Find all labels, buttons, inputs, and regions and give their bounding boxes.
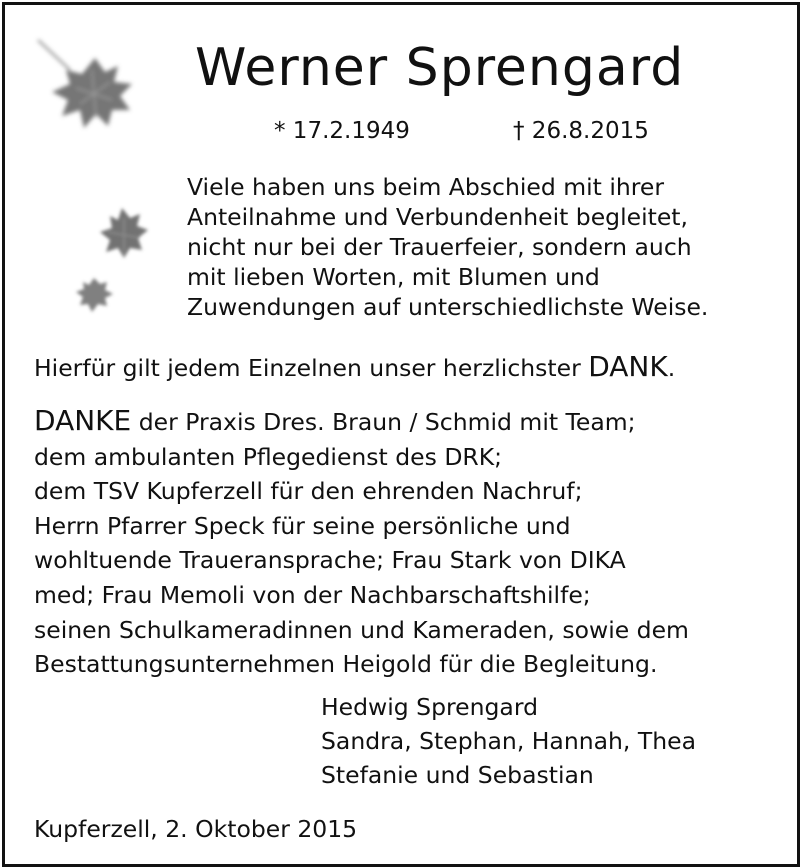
place-and-date: Kupferzell, 2. Oktober 2015: [34, 815, 358, 843]
body-line: [34, 404, 784, 440]
thanks-sentence: [34, 350, 675, 383]
death-date: † 26.8.2015: [513, 118, 649, 144]
intro-line: Viele haben uns beim Abschied mit ihrer: [187, 173, 665, 201]
signer-line: Hedwig Sprengard: [321, 693, 538, 721]
body-line: seinen Schulkameradinnen und Kameraden, sowie dem: [34, 615, 689, 644]
body-line: dem ambulanten Pflegedienst des DRK;: [34, 442, 503, 471]
body-line: med; Frau Memoli von der Nachbarschaftshilfe;: [34, 580, 591, 609]
intro-line: Zuwendungen auf unterschiedlichste Weise.: [187, 293, 709, 321]
body-line: wohltuende Traueransprache; Frau Stark von DIKA: [34, 546, 626, 575]
intro-line: mit lieben Worten, mit Blumen und: [187, 263, 600, 291]
signer-line: Sandra, Stephan, Hannah, Thea: [321, 727, 696, 755]
birth-date: * 17.2.1949: [274, 118, 410, 144]
danke-word: DANKE: [34, 404, 132, 437]
body-line: Herrn Pfarrer Speck für seine persönliche und: [34, 511, 571, 540]
intro-line: nicht nur bei der Trauerfeier, sondern auch: [187, 233, 692, 261]
intro-line: Anteilnahme und Verbundenheit begleitet,: [187, 203, 688, 231]
signer-line: Stefanie und Sebastian: [321, 761, 594, 789]
thanks-suffix: .: [667, 354, 676, 382]
danke-rest: der Praxis Dres. Braun / Schmid mit Team;: [131, 408, 636, 436]
deceased-name: Werner Sprengard: [195, 38, 685, 98]
intro-paragraph: [187, 172, 787, 322]
thanks-prefix: Hierfür gilt jedem Einzelnen unser herzlichster: [34, 354, 589, 382]
signers-block: [321, 690, 696, 792]
acknowledgements-paragraph: [34, 404, 784, 682]
body-line: Bestattungsunternehmen Heigold für die Begleitung.: [34, 650, 658, 679]
body-line: dem TSV Kupferzell für den ehrenden Nachruf;: [34, 477, 583, 506]
thanks-word: DANK: [588, 350, 668, 383]
